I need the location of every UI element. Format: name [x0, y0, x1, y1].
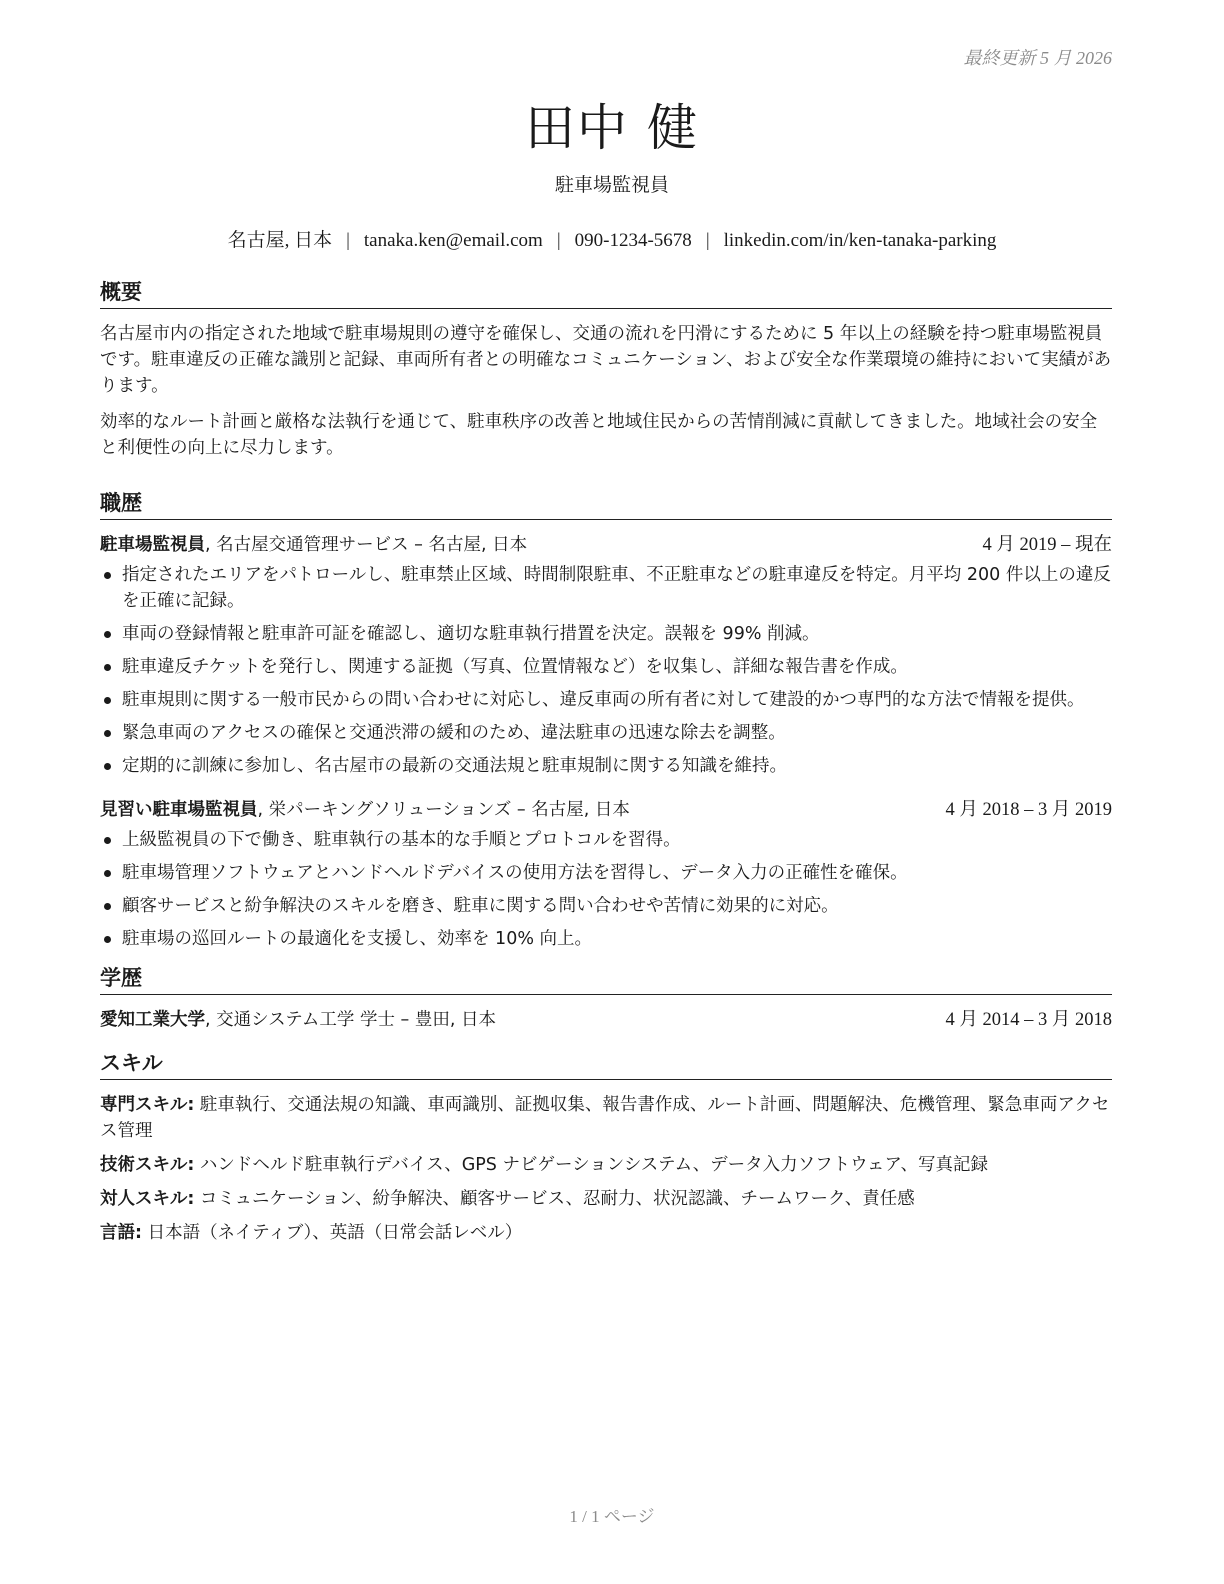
- job-details: , 名古屋交通管理サービス – 名古屋, 日本: [205, 535, 528, 555]
- contact-separator: |: [705, 230, 710, 251]
- list-item: 指定されたエリアをパトロールし、駐車禁止区域、時間制限駐車、不正駐車などの駐車違反を特定。月平均 200 件以上の違反を正確に記録。: [100, 562, 1112, 614]
- contact-line: [0, 225, 1224, 252]
- skill-label: 技術スキル:: [100, 1155, 195, 1175]
- experience-heading: 職歴: [100, 487, 1112, 520]
- job-header: [100, 797, 1112, 823]
- list-item: 駐車場の巡回ルートの最適化を支援し、効率を 10% 向上。: [100, 926, 1112, 952]
- education-entry: [100, 1007, 1112, 1033]
- job-title-line: [100, 797, 630, 823]
- skills-heading: スキル: [100, 1047, 1112, 1080]
- job-entry: [100, 797, 1112, 952]
- list-item: 車両の登録情報と駐車許可証を確認し、適切な駐車執行措置を決定。誤報を 99% 削減。: [100, 621, 1112, 647]
- list-item: 上級監視員の下で働き、駐車執行の基本的な手順とプロトコルを習得。: [100, 827, 1112, 853]
- education-school: 愛知工業大学: [100, 1010, 205, 1030]
- list-item: 緊急車両のアクセスの確保と交通渋滞の緩和のため、違法駐車の迅速な除去を調整。: [100, 720, 1112, 746]
- skill-value: ハンドヘルド駐車執行デバイス、GPS ナビゲーションシステム、データ入力ソフトウェア、写真記録: [194, 1155, 989, 1175]
- contact-email[interactable]: tanaka.ken@email.com: [363, 230, 543, 251]
- skill-label: 専門スキル:: [100, 1095, 195, 1115]
- skill-label: 対人スキル:: [100, 1189, 195, 1209]
- candidate-name: 田中 健: [525, 99, 699, 157]
- skill-value: 日本語（ネイティブ）、英語（日常会話レベル）: [142, 1223, 523, 1243]
- skill-value: 駐車執行、交通法規の知識、車両識別、証拠収集、報告書作成、ルート計画、問題解決、危機管理、緊急車両アクセス管理: [100, 1095, 1110, 1141]
- job-dates: 4 月 2018 – 3 月 2019: [945, 800, 1112, 820]
- job-header: [100, 532, 1112, 558]
- summary-paragraph: 名古屋市内の指定された地域で駐車場規則の遵守を確保し、交通の流れを円滑にするために 5 年以上の経験を持つ駐車場監視員です。駐車違反の正確な識別と記録、車両所有者との明確なコミュニケーション、および安全な作業環境の維持において実績があります。: [100, 324, 1112, 396]
- job-details: , 栄パーキングソリューションズ – 名古屋, 日本: [257, 800, 630, 820]
- skills-section: [100, 1047, 1112, 1246]
- job-dates: 4 月 2019 – 現在: [982, 535, 1112, 555]
- contact-phone: 090-1234-5678: [574, 230, 692, 251]
- skill-label: 言語:: [100, 1223, 142, 1243]
- education-dates: 4 月 2014 – 3 月 2018: [945, 1010, 1112, 1030]
- list-item: 駐車規則に関する一般市民からの問い合わせに対応し、違反車両の所有者に対して建設的かつ専門的な方法で情報を提供。: [100, 687, 1112, 713]
- experience-section: [100, 487, 1112, 952]
- summary-section: [100, 276, 1112, 461]
- contact-separator: |: [346, 230, 350, 251]
- skill-line: [100, 1092, 1112, 1144]
- list-item: 駐車違反チケットを発行し、関連する証拠（写真、位置情報など）を収集し、詳細な報告書を作成。: [100, 654, 1112, 680]
- last-updated: 最終更新 5 月 2026: [963, 48, 1112, 68]
- skill-value: コミュニケーション、紛争解決、顧客サービス、忍耐力、状況認識、チームワーク、責任感: [194, 1189, 915, 1209]
- job-bullets: [100, 827, 1112, 952]
- education-section: [100, 962, 1112, 1033]
- job-position: 駐車場監視員: [100, 535, 205, 555]
- job-title-line: [100, 532, 527, 558]
- contact-separator: |: [556, 230, 561, 251]
- skill-line: [100, 1186, 1112, 1212]
- education-details: , 交通システム工学 学士 – 豊田, 日本: [205, 1010, 496, 1030]
- resume-content: [100, 276, 1112, 1254]
- list-item: 駐車場管理ソフトウェアとハンドヘルドデバイスの使用方法を習得し、データ入力の正確性を確保。: [100, 860, 1112, 886]
- summary-heading: 概要: [100, 276, 1112, 309]
- skill-line: [100, 1152, 1112, 1178]
- education-line: [100, 1007, 496, 1033]
- education-heading: 学歴: [100, 962, 1112, 995]
- job-entry: [100, 532, 1112, 779]
- list-item: 顧客サービスと紛争解決のスキルを磨き、駐車に関する問い合わせや苦情に効果的に対応。: [100, 893, 1112, 919]
- summary-paragraph: 効率的なルート計画と厳格な法執行を通じて、駐車秩序の改善と地域住民からの苦情削減に貢献してきました。地域社会の安全と利便性の向上に尽力します。: [100, 412, 1098, 458]
- list-item: 定期的に訓練に参加し、名古屋市の最新の交通法規と駐車規制に関する知識を維持。: [100, 753, 1112, 779]
- job-bullets: [100, 562, 1112, 779]
- contact-location: 名古屋, 日本: [227, 230, 333, 251]
- contact-linkedin[interactable]: linkedin.com/in/ken-tanaka-parking: [723, 230, 997, 251]
- skill-line: [100, 1220, 1112, 1246]
- candidate-role: 駐車場監視員: [554, 174, 669, 196]
- page-indicator: 1 / 1 ページ: [569, 1507, 655, 1526]
- job-position: 見習い駐車場監視員: [100, 800, 258, 820]
